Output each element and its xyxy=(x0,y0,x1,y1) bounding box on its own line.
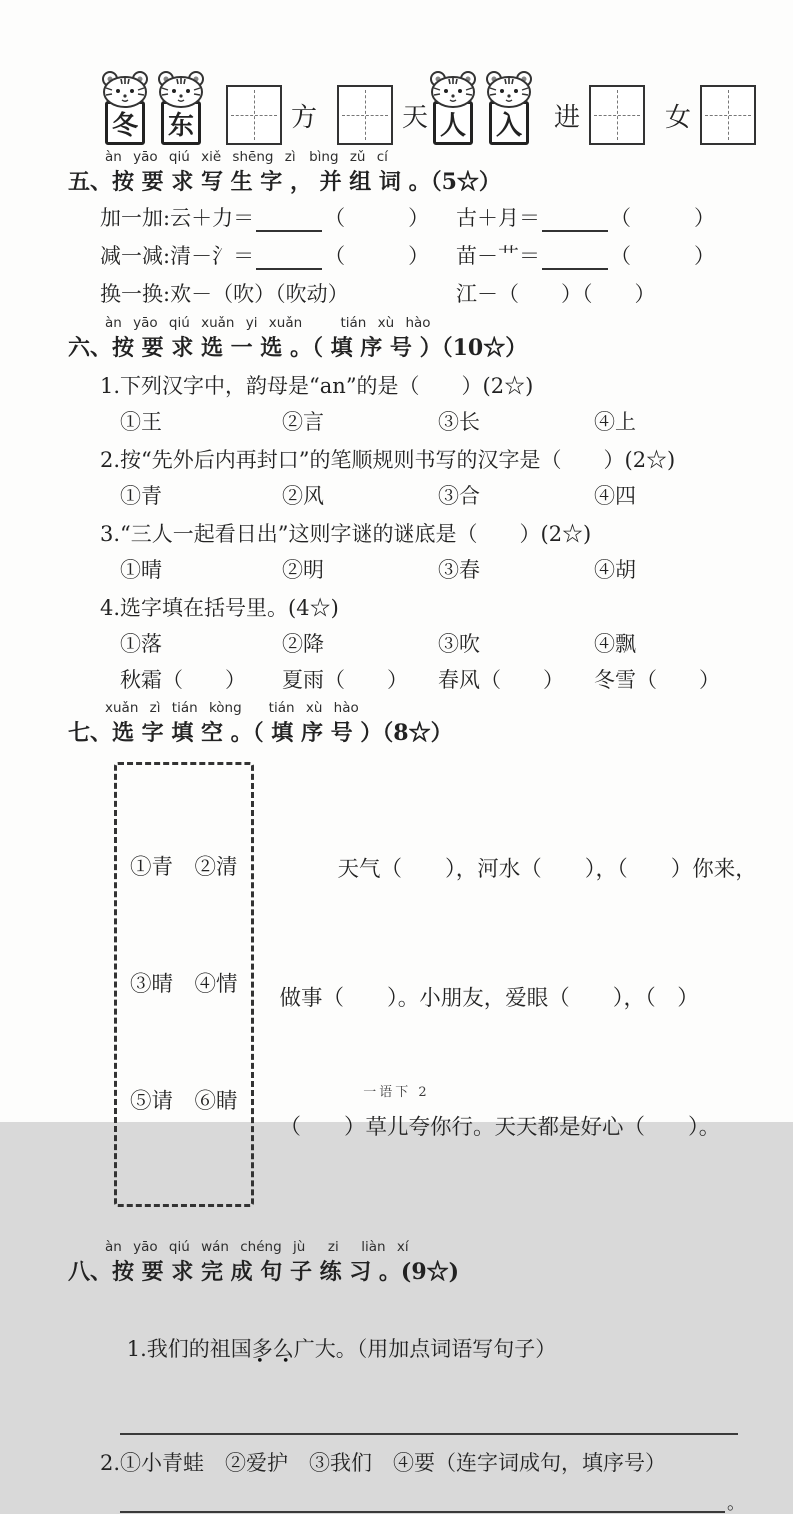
stem-text: 1.我们的祖国 xyxy=(126,1337,252,1361)
options-row xyxy=(120,405,745,439)
fill-item: 冬雪（ ） xyxy=(594,668,720,692)
passage-line: （ ）草儿夸你行。天天都是好心（ ）。 xyxy=(279,1115,721,1140)
line-end-period: 。 xyxy=(727,1493,745,1514)
char-box-row: ⑤请 ⑥睛 xyxy=(130,1089,238,1114)
equation-right xyxy=(456,275,656,313)
equation-parens: （ ） xyxy=(610,244,715,268)
grid-pair xyxy=(226,85,317,145)
answer-blank xyxy=(542,242,608,270)
equation-right xyxy=(456,199,715,237)
answer-line xyxy=(120,1431,738,1435)
section5-row xyxy=(100,199,745,237)
fill-item: 夏雨（ ） xyxy=(282,668,408,692)
section7-body xyxy=(114,762,757,1235)
equation-parens: （ ） xyxy=(610,206,715,230)
writing-practice-row xyxy=(100,70,745,145)
char-box-row: ③晴 ④情 xyxy=(130,972,238,997)
writing-grid xyxy=(589,85,645,145)
equation-left xyxy=(100,199,456,237)
equation-left xyxy=(100,237,456,275)
option-item: ③合 xyxy=(438,484,480,508)
option-item: ②明 xyxy=(282,558,324,582)
char-choice-box xyxy=(114,762,254,1207)
page-footer: 一语下 2 xyxy=(363,1085,430,1100)
option-item: ①落 xyxy=(120,632,162,656)
grid-label: 天 xyxy=(402,102,429,133)
option-item: ③吹 xyxy=(438,632,480,656)
section6-title: 六、按 要 求 选 一 选 。（ 填 序 号 ）（10☆） xyxy=(68,335,528,361)
tiger-pair xyxy=(428,70,534,145)
tiger-icon xyxy=(427,70,479,108)
options-row xyxy=(120,553,745,587)
dotted-emphasis-word: 多么 • • xyxy=(252,1331,294,1367)
fill-passage xyxy=(280,762,757,1235)
section8-pinyin: àn yāo qiú wán chéng jù zi liàn xí xyxy=(105,1239,409,1255)
equation-parens: （ ） xyxy=(324,244,430,268)
question-stem xyxy=(100,1295,745,1403)
option-item: ③长 xyxy=(438,410,480,434)
fill-item: 秋霜（ ） xyxy=(120,668,246,692)
option-item: ②风 xyxy=(282,484,324,508)
writing-grid xyxy=(700,85,756,145)
question-stem: 2.①小青蛙 ②爱护 ③我们 ④要（连字词成句，填序号） xyxy=(100,1451,667,1475)
grid-pair xyxy=(554,85,645,145)
grid-label: 女 xyxy=(665,102,692,133)
fill-item: 春风（ ） xyxy=(438,668,564,692)
option-item: ③春 xyxy=(438,558,480,582)
section8-title: 八、按 要 求 完 成 句 子 练 习 。(9☆) xyxy=(68,1259,460,1285)
grid-pair xyxy=(665,85,756,145)
tiger-icon xyxy=(99,70,151,108)
practice-char-sign: 人 xyxy=(433,101,473,145)
writing-grid xyxy=(337,85,393,145)
section5-title: 五、按 要 求 写 生 字 ， 并 组 词 。（5☆） xyxy=(68,169,501,195)
tiger-icon xyxy=(155,70,207,108)
practice-char-sign: 冬 xyxy=(105,101,145,145)
option-item: ④胡 xyxy=(594,558,636,582)
section5-row xyxy=(100,237,745,275)
tiger-card xyxy=(428,70,478,145)
question-stem: 1.下列汉字中，韵母是“an”的是（ ）(2☆) xyxy=(100,374,534,398)
section7-title: 七、选 字 填 空 。（ 填 序 号 ）（8☆） xyxy=(68,720,453,746)
tiger-card xyxy=(156,70,206,145)
question-stem: 4.选字填在括号里。(4☆) xyxy=(100,596,339,620)
question-stem: 2.按“先外后内再封口”的笔顺规则书写的汉字是（ ）(2☆) xyxy=(100,448,676,472)
grid-label: 方 xyxy=(291,102,318,133)
answer-line xyxy=(120,1509,725,1513)
option-item: ④四 xyxy=(594,484,636,508)
options-row xyxy=(120,627,745,661)
equation-text: 加一加:云＋力＝ xyxy=(100,206,255,230)
tiger-pair xyxy=(100,70,206,145)
section7-pinyin: xuǎn zì tián kòng tián xù hào xyxy=(105,700,359,716)
equation-text: 减一减:清－氵＝ xyxy=(100,244,255,268)
option-item: ②降 xyxy=(282,632,324,656)
option-item: ②言 xyxy=(282,410,324,434)
section5-row xyxy=(100,275,745,313)
stem-text: 广大。（用加点词语写句子） xyxy=(293,1337,557,1361)
practice-char-sign: 东 xyxy=(161,101,201,145)
equation-text: 换一换:欢－（吹）（吹动） xyxy=(100,282,349,306)
equation-text: 江－（ ）（ ） xyxy=(456,282,656,306)
option-item: ④上 xyxy=(594,410,636,434)
passage-line: 做事（ ）。小朋友，爱眼（ ），（ ） xyxy=(279,986,699,1011)
char-box-row: ①青 ②清 xyxy=(130,855,238,880)
writing-group-left xyxy=(100,70,428,145)
grid-label: 进 xyxy=(554,102,581,133)
answer-blank xyxy=(256,242,322,270)
answer-blank xyxy=(256,204,322,232)
tiger-card xyxy=(484,70,534,145)
option-item: ①王 xyxy=(120,410,162,434)
question-stem: 3.“三人一起看日出”这则字谜的谜底是（ ）(2☆) xyxy=(100,522,592,546)
answer-line-row xyxy=(68,1495,745,1513)
section6-pinyin: àn yāo qiú xuǎn yi xuǎn tián xù hào xyxy=(105,315,431,331)
option-item: ④飘 xyxy=(594,632,636,656)
tiger-icon xyxy=(483,70,535,108)
section5-pinyin: àn yāo qiú xiě shēng zì bìng zǔ cí xyxy=(105,149,388,165)
option-item: ①晴 xyxy=(120,558,162,582)
passage-line: 天气（ ），河水（ ），（ ）你来， xyxy=(337,857,757,882)
writing-group-right xyxy=(428,70,756,145)
writing-grid xyxy=(226,85,282,145)
equation-right xyxy=(456,237,715,275)
practice-char-sign: 入 xyxy=(489,101,529,145)
equation-text: 古＋月＝ xyxy=(456,206,540,230)
equation-parens: （ ） xyxy=(324,206,430,230)
option-item: ①青 xyxy=(120,484,162,508)
grid-pair xyxy=(337,85,428,145)
options-row xyxy=(120,479,745,513)
answer-blank xyxy=(542,204,608,232)
fill-row xyxy=(120,663,745,697)
tiger-card xyxy=(100,70,150,145)
equation-text: 苗－艹＝ xyxy=(456,244,540,268)
equation-left xyxy=(100,275,456,313)
